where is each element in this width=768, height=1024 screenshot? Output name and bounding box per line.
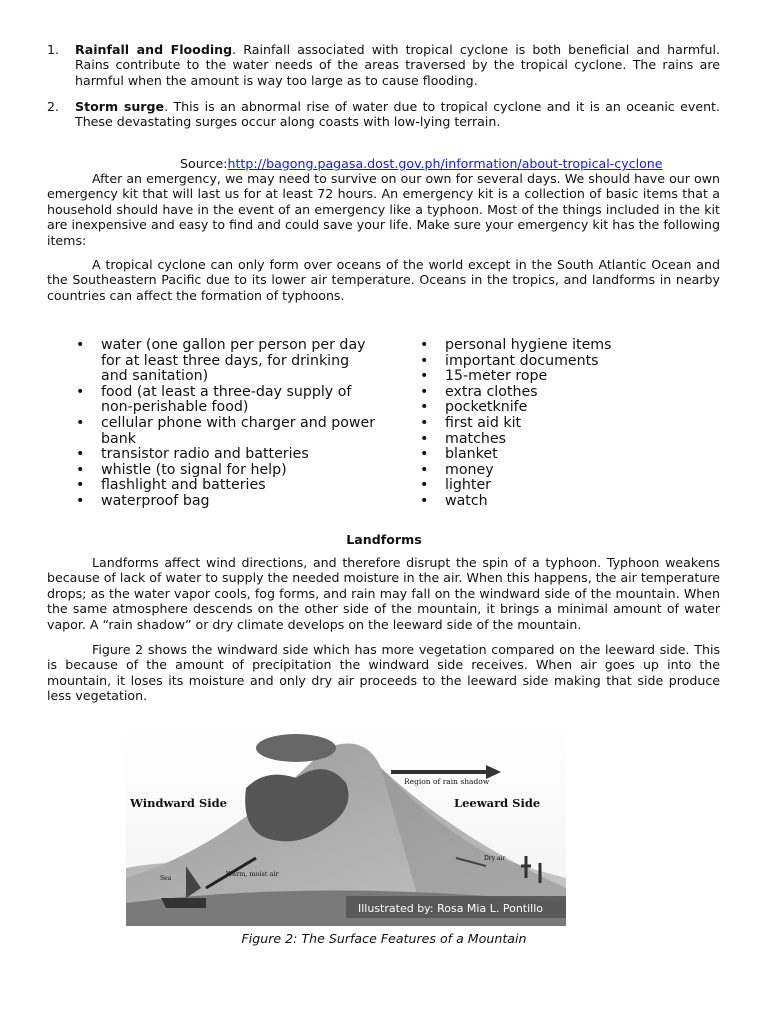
list-item: • important documents xyxy=(420,352,599,369)
item-title: Rainfall and Flooding xyxy=(75,42,233,57)
item-number: 1. xyxy=(47,42,60,57)
dry-air-label: Dry air xyxy=(484,855,506,862)
leeward-label: Leeward Side xyxy=(454,796,541,810)
list-item: • flashlight and batteries xyxy=(76,477,266,494)
paragraph-cyclone: A tropical cyclone can only form over oceans of the world except in the South Atlantic Ocean and the Southeastern Pacific due to its lower air temperature. Oceans in the tropics, and landforms in nearby countries can affect the formation of typhoons. xyxy=(47,257,720,303)
list-item: • first aid kit xyxy=(420,414,522,431)
paragraph-figure-description: Figure 2 shows the windward side which has more vegetation compared on the leeward side. This is because of the amount of precipitation the windward side receives. When air goes up into the mountain, it loses its moisture and only dry air proceeds to the leeward side making that side produce less vegetation. xyxy=(47,642,720,704)
source-link[interactable]: http://bagong.pagasa.dost.gov.ph/information/about-tropical-cyclone xyxy=(227,156,663,171)
item-title: Storm surge xyxy=(75,99,165,114)
list-item: • transistor radio and batteries xyxy=(76,446,309,463)
list-item: • personal hygiene items xyxy=(420,337,612,353)
sea-label: Sea xyxy=(160,875,172,882)
list-item: • waterproof bag xyxy=(76,492,210,509)
numbered-item-rainfall xyxy=(47,42,720,88)
paragraph-landforms: Landforms affect wind directions, and therefore disrupt the spin of a typhoon. Typhoon weakens because of lack of water to supply the needed moisture in the air. When this happens, the air temperature drops; as the water vapor cools, fog forms, and rain may fall on the windward side of the mountain. When the same atmosphere descends on the other side of the mountain, it brings a minimal amount of water vapor. A “rain shadow” or dry climate develops on the leeward side of the mountain. xyxy=(47,555,720,632)
item-text: . Rainfall associated with tropical cyclone is both beneficial and harmful. Rains contribute to the water needs of the areas traversed by the tropical cyclone. The rains are harmful when the amount is way too large as to cause flooding. xyxy=(75,42,721,88)
rain-shadow-label: Region of rain shadow xyxy=(404,777,490,786)
source-label: Source: xyxy=(180,156,228,171)
list-item: • lighter xyxy=(420,477,492,494)
numbered-item-storm-surge xyxy=(47,99,720,130)
item-number: 2. xyxy=(47,99,60,114)
list-item: • blanket xyxy=(420,446,498,463)
rain-cloud xyxy=(256,734,336,762)
figure-caption: Figure 2: The Surface Features of a Mountain xyxy=(241,931,527,946)
warm-air-label: Warm, moist air xyxy=(226,870,279,878)
list-item: • 15-meter rope xyxy=(420,368,548,385)
list-item: • extra clothes xyxy=(420,383,538,400)
list-item: • matches xyxy=(420,430,506,447)
list-item: • cellular phone with charger and power bank xyxy=(76,414,376,447)
section-heading: Landforms xyxy=(346,532,422,547)
source-line xyxy=(180,156,663,171)
paragraph-emergency: After an emergency, we may need to survive on our own for several days. We should have our own emergency kit that will last us for at least 72 hours. An emergency kit is a collection of basic items that a household should have in the event of an emergency like a typhoon. Most of the things included in the kit are inexpensive and easy to find and could save your life. Make sure your emergency kit has the following items: xyxy=(47,171,720,248)
list-item: • money xyxy=(420,461,494,478)
list-item: • watch xyxy=(420,492,488,509)
windward-label: Windward Side xyxy=(130,796,227,810)
illustration-credit: Illustrated by: Rosa Mia L. Pontillo xyxy=(358,902,543,915)
list-item: • whistle (to signal for help) xyxy=(76,461,287,478)
kit-list-left xyxy=(76,338,376,510)
list-item: • pocketknife xyxy=(420,399,528,416)
boat-shape xyxy=(161,898,206,908)
item-text: . This is an abnormal rise of water due to tropical cyclone and it is an oceanic event. These devastating surges occur along coasts with low-lying terrain. xyxy=(75,99,720,130)
list-item: • food (at least a three-day supply of non-perishable food) xyxy=(76,383,352,416)
kit-list-right xyxy=(420,338,720,510)
list-item: • water (one gallon per person per day for at least three days, for drinking and sanitation) xyxy=(76,337,366,385)
mountain-illustration xyxy=(126,728,566,926)
